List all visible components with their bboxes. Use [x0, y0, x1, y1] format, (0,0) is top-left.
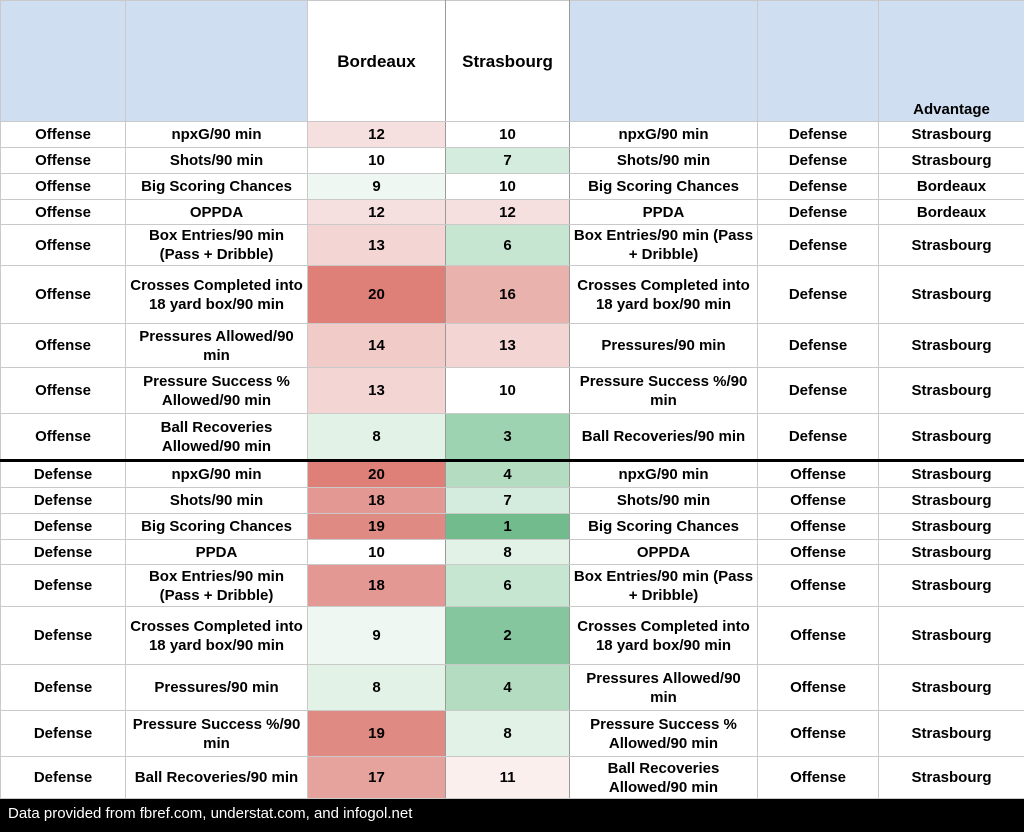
row-value-team2: 10: [446, 368, 570, 414]
row-value-team2: 1: [446, 514, 570, 540]
row-advantage: Strasbourg: [879, 607, 1024, 665]
row-advantage: Bordeaux: [879, 174, 1024, 200]
header-blank: [758, 1, 879, 122]
row-opp-stat: OPPDA: [570, 540, 758, 565]
row-opp-stat: Box Entries/90 min (Pass + Dribble): [570, 225, 758, 266]
row-value-team1: 9: [308, 607, 446, 665]
row-side: Offense: [1, 174, 126, 200]
row-opp-stat: npxG/90 min: [570, 122, 758, 148]
row-side: Defense: [1, 565, 126, 607]
table-row: [1, 757, 1024, 799]
row-stat: Crosses Completed into 18 yard box/90 min: [126, 266, 308, 324]
row-opp-stat: Box Entries/90 min (Pass + Dribble): [570, 565, 758, 607]
row-advantage: Strasbourg: [879, 122, 1024, 148]
table-row: [1, 540, 1024, 565]
table-row: [1, 711, 1024, 757]
row-stat: npxG/90 min: [126, 122, 308, 148]
row-opp-stat: Big Scoring Chances: [570, 174, 758, 200]
row-opp-side: Defense: [758, 414, 879, 461]
row-value-team1: 20: [308, 461, 446, 488]
source-footer: Data provided from fbref.com, understat.com, and infogol.net: [0, 799, 1024, 832]
row-opp-stat: PPDA: [570, 200, 758, 225]
row-opp-side: Defense: [758, 174, 879, 200]
row-side: Offense: [1, 414, 126, 461]
table-row: [1, 122, 1024, 148]
header-blank: [126, 1, 308, 122]
table-row: [1, 488, 1024, 514]
row-advantage: Strasbourg: [879, 757, 1024, 799]
row-advantage: Strasbourg: [879, 488, 1024, 514]
row-value-team1: 8: [308, 414, 446, 461]
table-row: [1, 200, 1024, 225]
row-stat: Box Entries/90 min (Pass + Dribble): [126, 565, 308, 607]
row-opp-stat: Pressures Allowed/90 min: [570, 665, 758, 711]
row-value-team1: 20: [308, 266, 446, 324]
row-value-team1: 12: [308, 200, 446, 225]
row-advantage: Bordeaux: [879, 200, 1024, 225]
row-value-team2: 13: [446, 324, 570, 368]
row-stat: Pressures Allowed/90 min: [126, 324, 308, 368]
row-opp-side: Offense: [758, 711, 879, 757]
row-opp-side: Offense: [758, 461, 879, 488]
table-row: [1, 148, 1024, 174]
row-value-team2: 4: [446, 461, 570, 488]
row-value-team1: 13: [308, 225, 446, 266]
row-opp-stat: Crosses Completed into 18 yard box/90 min: [570, 266, 758, 324]
row-advantage: Strasbourg: [879, 711, 1024, 757]
row-advantage: Strasbourg: [879, 514, 1024, 540]
row-side: Defense: [1, 607, 126, 665]
header-advantage: Advantage: [879, 1, 1024, 122]
row-value-team2: 11: [446, 757, 570, 799]
row-side: Defense: [1, 540, 126, 565]
row-opp-side: Defense: [758, 324, 879, 368]
row-advantage: Strasbourg: [879, 414, 1024, 461]
row-side: Offense: [1, 368, 126, 414]
table-row: [1, 461, 1024, 488]
row-value-team1: 18: [308, 488, 446, 514]
row-opp-side: Defense: [758, 122, 879, 148]
row-value-team1: 18: [308, 565, 446, 607]
row-stat: Crosses Completed into 18 yard box/90 min: [126, 607, 308, 665]
row-opp-side: Offense: [758, 540, 879, 565]
row-advantage: Strasbourg: [879, 368, 1024, 414]
row-opp-stat: Ball Recoveries Allowed/90 min: [570, 757, 758, 799]
row-advantage: Strasbourg: [879, 148, 1024, 174]
table-row: [1, 174, 1024, 200]
row-value-team1: 14: [308, 324, 446, 368]
header-blank: [1, 1, 126, 122]
table-row: [1, 368, 1024, 414]
row-side: Defense: [1, 514, 126, 540]
row-side: Offense: [1, 148, 126, 174]
row-opp-stat: Shots/90 min: [570, 488, 758, 514]
row-opp-stat: Shots/90 min: [570, 148, 758, 174]
row-opp-stat: Pressure Success % Allowed/90 min: [570, 711, 758, 757]
row-value-team1: 13: [308, 368, 446, 414]
row-opp-side: Defense: [758, 148, 879, 174]
row-opp-stat: npxG/90 min: [570, 461, 758, 488]
row-opp-side: Defense: [758, 200, 879, 225]
row-value-team2: 16: [446, 266, 570, 324]
row-opp-stat: Big Scoring Chances: [570, 514, 758, 540]
row-value-team2: 3: [446, 414, 570, 461]
row-stat: Ball Recoveries Allowed/90 min: [126, 414, 308, 461]
row-side: Offense: [1, 324, 126, 368]
row-side: Defense: [1, 665, 126, 711]
row-stat: Shots/90 min: [126, 148, 308, 174]
row-stat: Pressure Success %/90 min: [126, 711, 308, 757]
row-value-team1: 17: [308, 757, 446, 799]
row-value-team2: 10: [446, 174, 570, 200]
row-value-team2: 12: [446, 200, 570, 225]
row-value-team2: 6: [446, 225, 570, 266]
row-stat: Pressure Success % Allowed/90 min: [126, 368, 308, 414]
row-stat: Shots/90 min: [126, 488, 308, 514]
row-advantage: Strasbourg: [879, 266, 1024, 324]
row-side: Offense: [1, 225, 126, 266]
row-value-team2: 7: [446, 148, 570, 174]
row-opp-stat: Crosses Completed into 18 yard box/90 min: [570, 607, 758, 665]
table-row: [1, 514, 1024, 540]
row-stat: Big Scoring Chances: [126, 174, 308, 200]
row-advantage: Strasbourg: [879, 461, 1024, 488]
header-team1: Bordeaux: [308, 1, 446, 122]
row-value-team1: 8: [308, 665, 446, 711]
row-opp-side: Defense: [758, 225, 879, 266]
row-stat: Pressures/90 min: [126, 665, 308, 711]
row-opp-side: Defense: [758, 368, 879, 414]
row-stat: PPDA: [126, 540, 308, 565]
row-value-team1: 10: [308, 148, 446, 174]
row-stat: Box Entries/90 min (Pass + Dribble): [126, 225, 308, 266]
row-stat: Big Scoring Chances: [126, 514, 308, 540]
row-value-team1: 19: [308, 514, 446, 540]
row-opp-side: Offense: [758, 757, 879, 799]
row-side: Offense: [1, 266, 126, 324]
row-value-team2: 6: [446, 565, 570, 607]
row-opp-stat: Ball Recoveries/90 min: [570, 414, 758, 461]
row-opp-side: Defense: [758, 266, 879, 324]
row-side: Defense: [1, 711, 126, 757]
row-value-team1: 10: [308, 540, 446, 565]
header-team2: Strasbourg: [446, 1, 570, 122]
table-row: [1, 225, 1024, 266]
row-opp-side: Offense: [758, 607, 879, 665]
row-side: Defense: [1, 488, 126, 514]
row-stat: OPPDA: [126, 200, 308, 225]
row-advantage: Strasbourg: [879, 540, 1024, 565]
table-row: [1, 665, 1024, 711]
header-blank: [570, 1, 758, 122]
row-value-team1: 12: [308, 122, 446, 148]
row-side: Offense: [1, 200, 126, 225]
row-advantage: Strasbourg: [879, 324, 1024, 368]
table-row: [1, 414, 1024, 461]
row-stat: Ball Recoveries/90 min: [126, 757, 308, 799]
row-advantage: Strasbourg: [879, 225, 1024, 266]
row-advantage: Strasbourg: [879, 565, 1024, 607]
table-row: [1, 607, 1024, 665]
row-opp-side: Offense: [758, 514, 879, 540]
row-value-team2: 10: [446, 122, 570, 148]
row-opp-side: Offense: [758, 488, 879, 514]
row-side: Defense: [1, 757, 126, 799]
row-value-team1: 9: [308, 174, 446, 200]
row-side: Offense: [1, 122, 126, 148]
row-value-team2: 2: [446, 607, 570, 665]
row-value-team2: 8: [446, 711, 570, 757]
table-row: [1, 266, 1024, 324]
row-stat: npxG/90 min: [126, 461, 308, 488]
row-opp-stat: Pressures/90 min: [570, 324, 758, 368]
row-value-team2: 7: [446, 488, 570, 514]
row-side: Defense: [1, 461, 126, 488]
table-row: [1, 324, 1024, 368]
row-opp-stat: Pressure Success %/90 min: [570, 368, 758, 414]
row-advantage: Strasbourg: [879, 665, 1024, 711]
table-row: [1, 565, 1024, 607]
row-opp-side: Offense: [758, 565, 879, 607]
row-value-team2: 4: [446, 665, 570, 711]
header-row: [1, 1, 1024, 122]
row-value-team1: 19: [308, 711, 446, 757]
row-opp-side: Offense: [758, 665, 879, 711]
row-value-team2: 8: [446, 540, 570, 565]
